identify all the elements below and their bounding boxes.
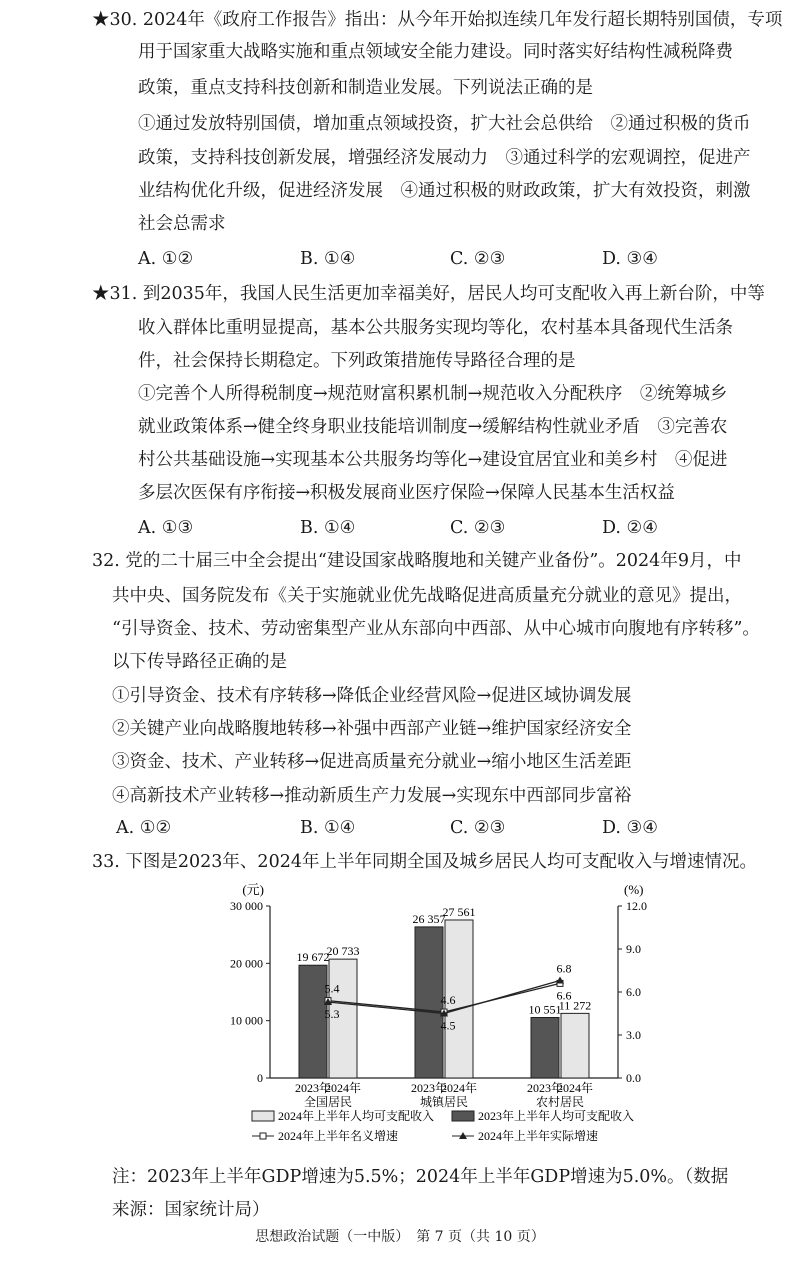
bar-value-label: 11 272 [558, 998, 592, 1013]
growth-value-label: 6.8 [556, 961, 572, 976]
legend-label: 2023年上半年人均可支配收入 [478, 1109, 635, 1123]
left-tick-label: 20 000 [230, 956, 263, 971]
q31-statement-line-2: 就业政策体系→健全终身职业技能培训制度→缓解结构性就业矛盾 ③完善农 [138, 417, 728, 437]
right-tick-label: 0.0 [626, 1071, 641, 1085]
bar [531, 1018, 559, 1078]
q33-note-line-2: 来源：国家统计局） [112, 1200, 270, 1220]
q32-stem-line-2: 共中央、国务院发布《关于实施就业优先战略促进高质量充分就业的意见》提出， [112, 586, 742, 606]
bar-year-label: 2024年 [324, 1081, 362, 1095]
right-tick-label: 6.0 [626, 985, 641, 999]
q30-option-a[interactable]: A. ①② [138, 249, 194, 269]
q30-option-d[interactable]: D. ③④ [602, 249, 658, 269]
q31-option-c[interactable]: C. ②③ [450, 518, 506, 538]
legend-label: 2024年上半年名义增速 [278, 1129, 399, 1143]
left-tick-label: 10 000 [230, 1013, 263, 1028]
q30-option-b[interactable]: B. ①④ [300, 249, 356, 269]
q30-stem-line-3: 政策，重点支持科技创新和制造业发展。下列说法正确的是 [138, 78, 593, 98]
bar-year-label: 2023年 [526, 1081, 564, 1095]
bar-value-label: 26 357 [412, 911, 446, 926]
q30-statement-line-4: 社会总需求 [138, 214, 226, 234]
left-tick-label: 30 000 [230, 899, 263, 913]
q32-stem-line-4: 以下传导路径正确的是 [112, 652, 287, 672]
bar-value-label: 19 672 [296, 950, 330, 965]
growth-value-label: 5.3 [324, 1007, 340, 1022]
legend-label: 2024年上半年人均可支配收入 [278, 1109, 435, 1123]
q32-stem-line-1: 32. 党的二十届三中全会提出“建设国家战略腹地和关键产业备份”。2024年9月，中 [92, 551, 742, 571]
q32-option-b[interactable]: B. ①④ [300, 818, 356, 838]
q32-statement-1: ①引导资金、技术有序转移→降低企业经营风险→促进区域协调发展 [112, 686, 632, 706]
left-tick-label: 0 [257, 1071, 263, 1085]
q31-options [138, 512, 778, 544]
q32-statement-3: ③资金、技术、产业转移→促进高质量充分就业→缩小地区生活差距 [112, 752, 632, 772]
category-label: 全国居民 [303, 1095, 353, 1109]
legend-marker [260, 1133, 266, 1139]
q32-options [116, 812, 756, 844]
q30-statement-line-3: 业结构优化升级，促进经济发展 ④通过积极的财政政策，扩大有效投资，刺激 [138, 181, 751, 201]
growth-value-label: 5.4 [324, 981, 340, 996]
bar-year-label: 2024年 [556, 1081, 594, 1095]
q30-option-c[interactable]: C. ②③ [450, 249, 506, 269]
q33-stem: 33. 下图是2023年、2024年上半年同期全国及城乡居民人均可支配收入与增速情况。 [92, 852, 757, 872]
q31-option-a[interactable]: A. ①③ [138, 518, 194, 538]
bar-value-label: 27 561 [442, 904, 476, 919]
q30-stem-line-1: ★30. 2024年《政府工作报告》指出：从今年开始拟连续几年发行超长期特别国债，专项 [92, 10, 783, 30]
left-axis-unit: (元) [242, 882, 264, 897]
right-tick-label: 9.0 [626, 942, 641, 956]
bar-value-label: 20 733 [326, 944, 360, 959]
q31-stem-line-1: ★31. 到2035年，我国人民生活更加幸福美好，居民人均可支配收入再上新台阶，中等 [92, 284, 765, 304]
right-tick-label: 12.0 [626, 899, 647, 913]
q32-option-a[interactable]: A. ①② [116, 818, 172, 838]
q31-statement-line-1: ①完善个人所得税制度→规范财富积累机制→规范收入分配秩序 ②统筹城乡 [138, 384, 728, 404]
q32-stem-line-3: “引导资金、技术、劳动密集型产业从东部向中西部、从中心城市向腹地有序转移”。 [112, 619, 760, 639]
bar-value-label: 10 551 [528, 1002, 562, 1017]
q32-option-d[interactable]: D. ③④ [602, 818, 658, 838]
q30-statement-line-1: ①通过发放特别国债，增加重点领域投资，扩大社会总供给 ②通过积极的货币 [138, 114, 751, 134]
legend-swatch [252, 1111, 274, 1121]
right-tick-label: 3.0 [626, 1028, 641, 1042]
q31-stem-line-2: 收入群体比重明显提高，基本公共服务实现均等化，农村基本具备现代生活条 [138, 318, 733, 338]
q30-stem-line-2: 用于国家重大战略实施和重点领域安全能力建设。同时落实好结构性减税降费 [138, 42, 733, 62]
bar-year-label: 2023年 [410, 1081, 448, 1095]
q32-option-c[interactable]: C. ②③ [450, 818, 506, 838]
income-chart [200, 880, 680, 1155]
growth-value-label: 4.6 [440, 993, 456, 1008]
bar [299, 965, 327, 1078]
right-axis-unit: (%) [624, 882, 644, 897]
q30-statement-line-2: 政策，支持科技创新发展，增强经济发展动力 ③通过科学的宏观调控，促进产 [138, 148, 751, 168]
q31-option-d[interactable]: D. ②④ [602, 518, 658, 538]
q31-stem-line-3: 件，社会保持长期稳定。下列政策措施传导路径合理的是 [138, 351, 576, 371]
q30-options [138, 243, 778, 275]
q31-statement-line-3: 村公共基础设施→实现基本公共服务均等化→建设宜居宜业和美乡村 ④促进 [138, 450, 728, 470]
legend-swatch [452, 1111, 474, 1121]
category-label: 农村居民 [535, 1095, 585, 1109]
bar-year-label: 2024年 [440, 1081, 478, 1095]
q32-statement-4: ④高新技术产业转移→推动新质生产力发展→实现东中西部同步富裕 [112, 786, 632, 806]
bar [561, 1013, 589, 1078]
q31-statement-line-4: 多层次医保有序衔接→积极发展商业医疗保险→保障人民基本生活权益 [138, 483, 675, 503]
page-footer: 思想政治试题（一中版） 第 7 页（共 10 页） [255, 1229, 545, 1245]
growth-value-label: 4.5 [440, 1018, 456, 1033]
q33-note-line-1: 注：2023年上半年GDP增速为5.5%；2024年上半年GDP增速为5.0%。（数据 [112, 1167, 729, 1187]
bar [415, 927, 443, 1078]
growth-value-label: 6.6 [556, 988, 572, 1003]
bar-year-label: 2023年 [294, 1081, 332, 1095]
category-label: 城镇居民 [419, 1095, 469, 1109]
q31-option-b[interactable]: B. ①④ [300, 518, 356, 538]
q32-statement-2: ②关键产业向战略腹地转移→补强中西部产业链→维护国家经济安全 [112, 719, 632, 739]
legend-label: 2024年上半年实际增速 [478, 1129, 599, 1143]
